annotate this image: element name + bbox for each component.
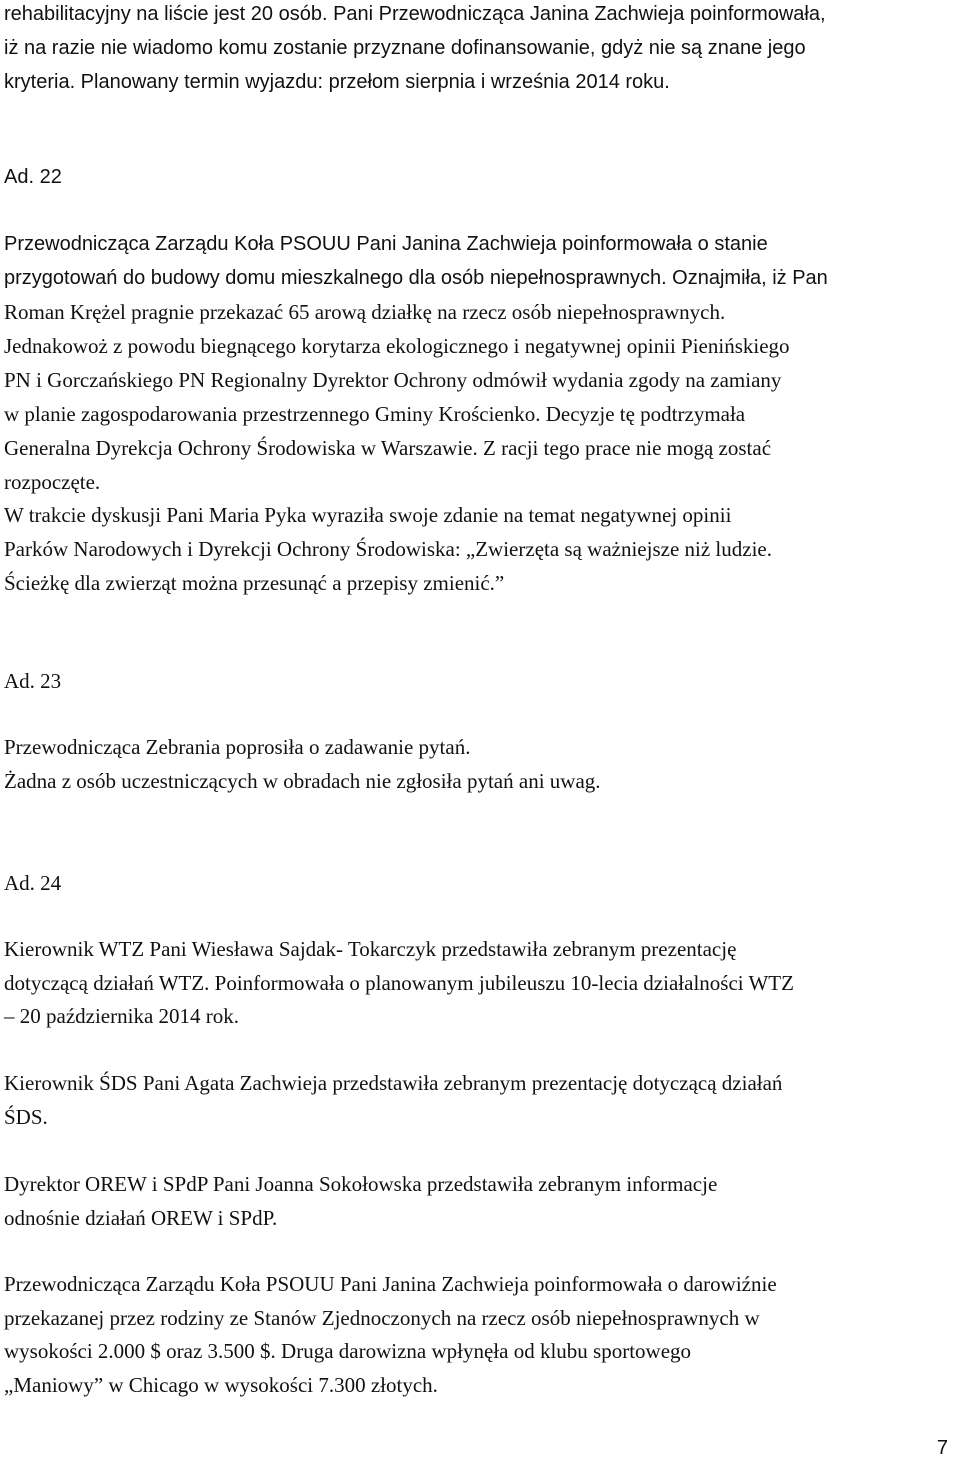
text-line: rehabilitacyjny na liście jest 20 osób. Pani Przewodnicząca Janina Zachwieja poinformowała,: [4, 3, 826, 25]
text-line: przekazanej przez rodziny ze Stanów Zjednoczonych na rzecz osób niepełnosprawnych w: [4, 1306, 760, 1330]
section-heading-ad23: Ad. 23: [4, 669, 62, 693]
text-line: Parków Narodowych i Dyrekcji Ochrony Środowiska: „Zwierzęta są ważniejsze niż ludzie.: [4, 537, 772, 561]
text-line: – 20 października 2014 rok.: [4, 1004, 240, 1028]
text-line: „Maniowy” w Chicago w wysokości 7.300 złotych.: [4, 1373, 438, 1397]
page-number: 7: [936, 1437, 948, 1459]
text-line: Przewodnicząca Zarządu Koła PSOUU Pani Janina Zachwieja poinformowała o darowiźnie: [4, 1272, 777, 1296]
text-line: Żadna z osób uczestniczących w obradach nie zgłosiła pytań ani uwag.: [4, 769, 601, 793]
text-line: wysokości 2.000 $ oraz 3.500 $. Druga darowizna wpłynęła od klubu sportowego: [4, 1339, 692, 1363]
text-line: Ścieżkę dla zwierząt można przesunąć a przepisy zmienić.”: [4, 571, 505, 595]
text-line: iż na razie nie wiadomo komu zostanie przyznane dofinansowanie, gdyż nie są znane jego: [4, 37, 806, 59]
text-line: rozpoczęte.: [4, 470, 101, 494]
text-line: Przewodnicząca Zebrania poprosiła o zadawanie pytań.: [4, 735, 471, 759]
text-line: Roman Krężel pragnie przekazać 65 arową działkę na rzecz osób niepełnosprawnych.: [4, 300, 726, 324]
text-line: PN i Gorczańskiego PN Regionalny Dyrektor Ochrony odmówił wydania zgody na zamiany: [4, 368, 782, 392]
text-line: w planie zagospodarowania przestrzennego Gminy Krościenko. Decyzje tę podtrzymała: [4, 402, 746, 426]
text-line: dotyczącą działań WTZ. Poinformowała o planowanym jubileuszu 10-lecia działalności WTZ: [4, 971, 794, 995]
text-line: Jednakowoż z powodu biegnącego korytarza ekologicznego i negatywnej opinii Pienińskiego: [4, 334, 790, 358]
text-line: ŚDS.: [4, 1105, 48, 1129]
text-line: kryteria. Planowany termin wyjazdu: przełom sierpnia i września 2014 roku.: [4, 71, 670, 93]
text-line: odnośnie działań OREW i SPdP.: [4, 1206, 278, 1230]
section-heading-ad24: Ad. 24: [4, 871, 62, 895]
text-line: Dyrektor OREW i SPdP Pani Joanna Sokołowska przedstawiła zebranym informacje: [4, 1172, 718, 1196]
text-line: Kierownik WTZ Pani Wiesława Sajdak- Tokarczyk przedstawiła zebranym prezentację: [4, 937, 737, 961]
text-line: Kierownik ŚDS Pani Agata Zachwieja przedstawiła zebranym prezentację dotyczącą działań: [4, 1071, 783, 1095]
section-heading-ad22: Ad. 22: [4, 166, 62, 188]
text-line: przygotowań do budowy domu mieszkalnego dla osób niepełnosprawnych. Oznajmiła, iż Pan: [4, 267, 828, 289]
document-page: [4, 0, 956, 1466]
text-line: Generalna Dyrekcja Ochrony Środowiska w Warszawie. Z racji tego prace nie mogą zostać: [4, 436, 772, 460]
text-line: W trakcie dyskusji Pani Maria Pyka wyraziła swoje zdanie na temat negatywnej opinii: [4, 503, 732, 527]
text-line: Przewodnicząca Zarządu Koła PSOUU Pani Janina Zachwieja poinformowała o stanie: [4, 233, 768, 255]
